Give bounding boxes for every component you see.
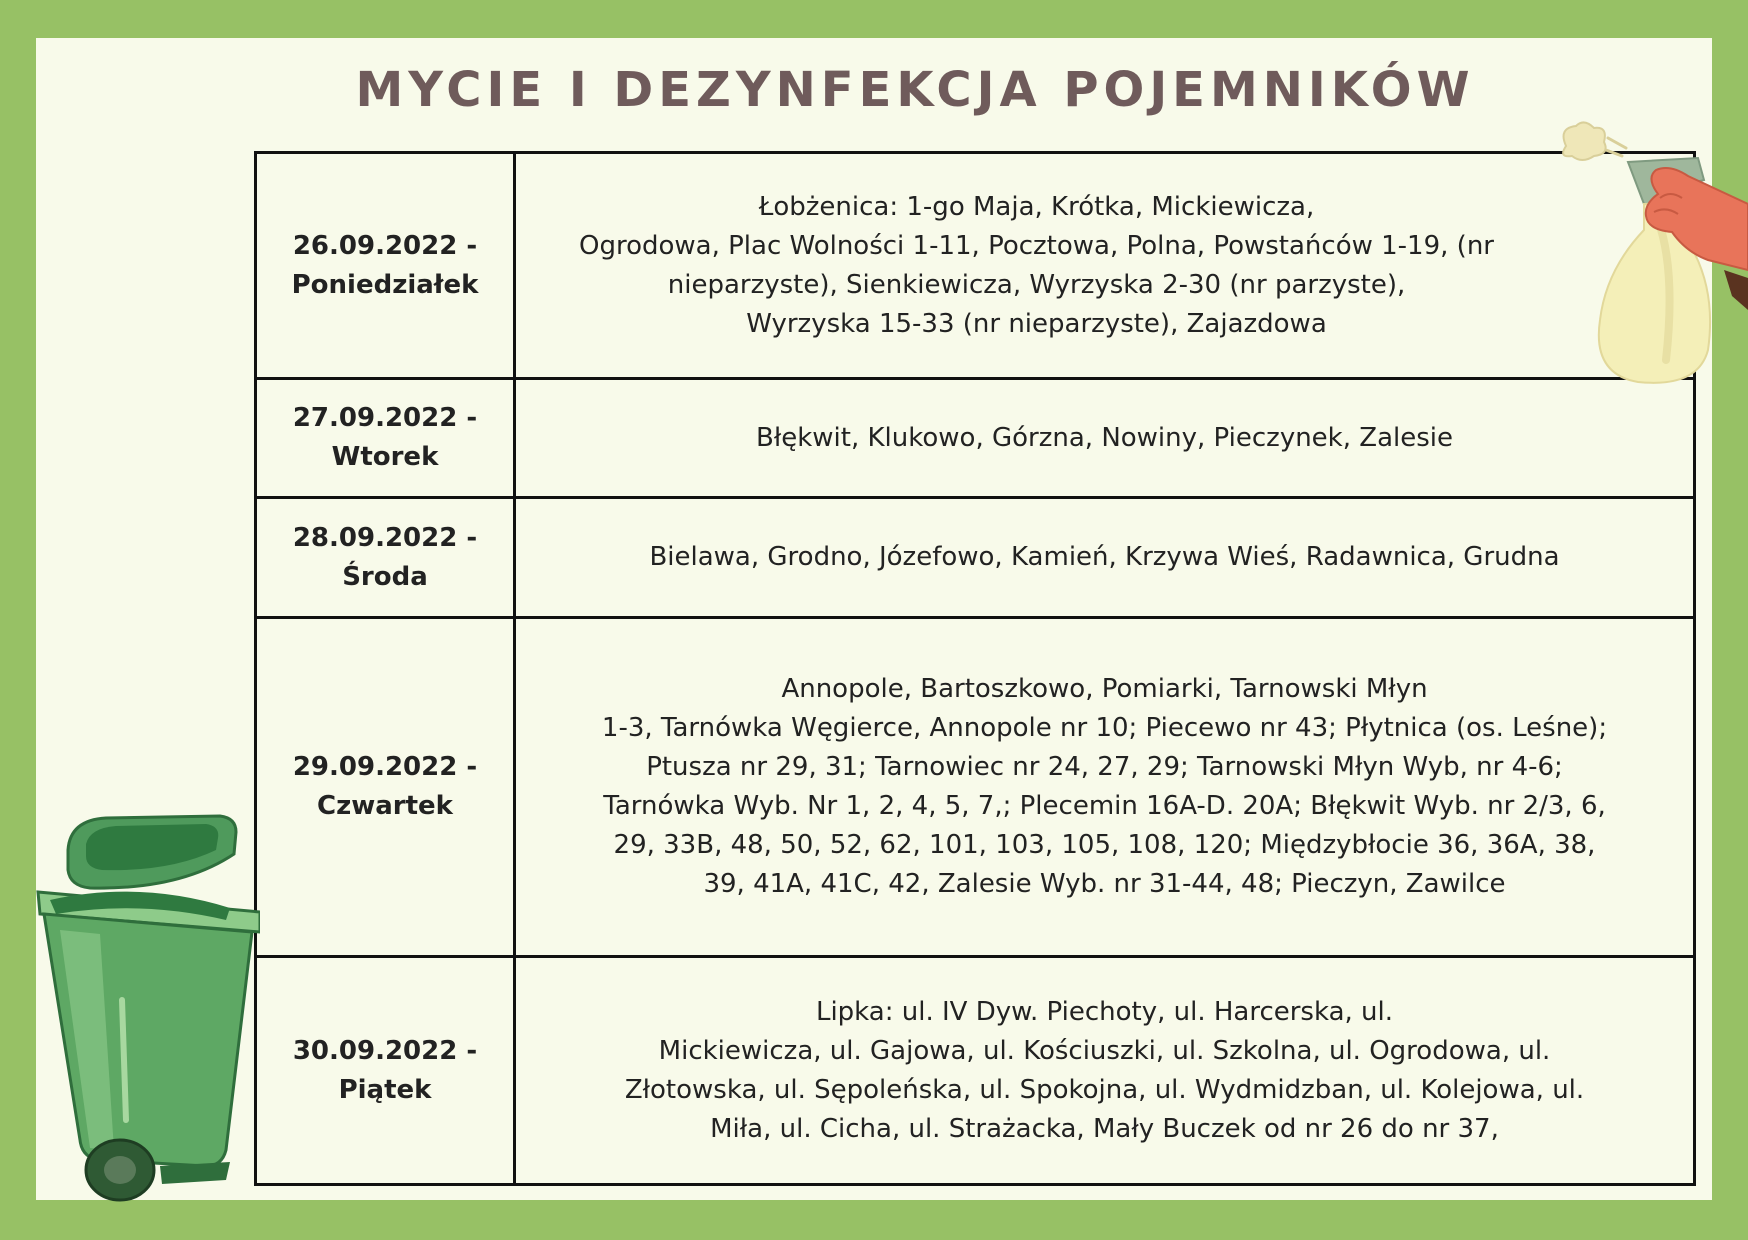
places-line: Ogrodowa, Plac Wolności 1-11, Pocztowa, Polna, Powstańców 1-19, (nr [578, 230, 1494, 261]
places-line: Tarnówka Wyb. Nr 1, 2, 4, 5, 7,; Plecemin 16A-D. 20A; Błękwit Wyb. nr 2/3, 6, [603, 791, 1606, 821]
day-text: Środa [342, 561, 428, 592]
places-cell [515, 957, 1695, 1185]
table-row [256, 379, 1695, 498]
date-text: 27.09.2022 - [292, 403, 478, 433]
places-line: Wyrzyska 15-33 (nr nieparzyste), Zajazdowa [746, 308, 1327, 339]
places-line: Lipka: ul. IV Dyw. Piechoty, ul. Harcerska, ul. [815, 996, 1394, 1027]
day-text: Poniedziałek [291, 269, 479, 300]
day-text: Czwartek [317, 791, 453, 821]
day-text: Wtorek [331, 442, 439, 472]
places-line: nieparzyste), Sienkiewicza, Wyrzyska 2-30 (nr parzyste), [667, 269, 1406, 300]
schedule-table [254, 151, 1696, 1186]
places-line: Złotowska, ul. Sępoleńska, ul. Spokojna, ul. Wydmidzban, ul. Kolejowa, ul. [624, 1074, 1585, 1105]
places-line: Annopole, Bartoszkowo, Pomiarki, Tarnowski Młyn [781, 674, 1428, 704]
table-row [256, 957, 1695, 1185]
places-line: Łobżenica: 1-go Maja, Krótka, Mickiewicza, [758, 191, 1315, 222]
places-cell [515, 379, 1695, 498]
table-row [256, 498, 1695, 618]
places-cell [515, 153, 1695, 379]
places-cell [515, 618, 1695, 957]
trash-bin-icon [30, 810, 260, 1210]
spray-bottle-icon [1548, 120, 1748, 390]
day-text: Piątek [338, 1074, 432, 1105]
date-cell [256, 957, 515, 1185]
places-cell [515, 498, 1695, 618]
date-cell [256, 618, 515, 957]
page-title: MYCIE I DEZYNFEKCJA POJEMNIKÓW [355, 62, 1475, 118]
date-cell [256, 153, 515, 379]
date-cell [256, 498, 515, 618]
places-line: Mickiewicza, ul. Gajowa, ul. Kościuszki, ul. Szkolna, ul. Ogrodowa, ul. [658, 1035, 1551, 1066]
date-cell [256, 379, 515, 498]
date-text: 30.09.2022 - [292, 1035, 478, 1066]
places-line: Miła, ul. Cicha, ul. Strażacka, Mały Buczek od nr 26 do nr 37, [710, 1113, 1499, 1144]
date-text: 28.09.2022 - [292, 522, 478, 553]
places-line: Błękwit, Klukowo, Górzna, Nowiny, Pieczynek, Zalesie [756, 422, 1453, 453]
places-line: Ptusza nr 29, 31; Tarnowiec nr 24, 27, 29; Tarnowski Młyn Wyb, nr 4-6; [646, 752, 1563, 782]
places-line: 29, 33B, 48, 50, 52, 62, 101, 103, 105, 108, 120; Międzybłocie 36, 36A, 38, [613, 830, 1596, 860]
table-row [256, 153, 1695, 379]
table-row [256, 618, 1695, 957]
date-text: 29.09.2022 - [292, 752, 478, 782]
date-text: 26.09.2022 - [292, 230, 478, 261]
places-line: 1-3, Tarnówka Węgierce, Annopole nr 10; Piecewo nr 43; Płytnica (os. Leśne); [601, 713, 1608, 743]
places-line: Bielawa, Grodno, Józefowo, Kamień, Krzywa Wieś, Radawnica, Grudna [649, 542, 1560, 572]
places-line: 39, 41A, 41C, 42, Zalesie Wyb. nr 31-44, 48; Pieczyn, Zawilce [703, 869, 1506, 899]
